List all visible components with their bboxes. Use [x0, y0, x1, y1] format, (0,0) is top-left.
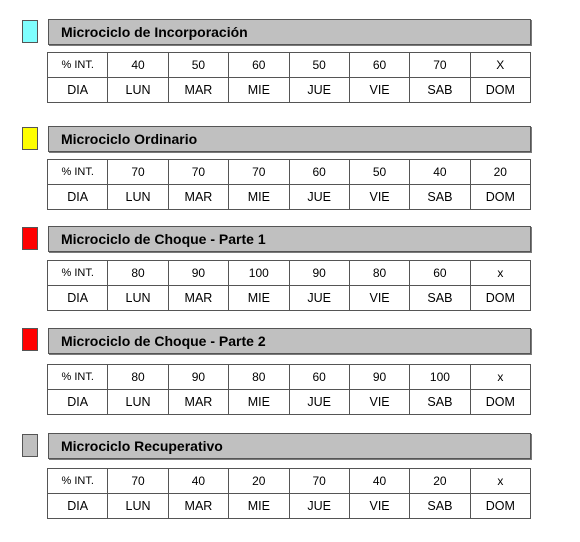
day-cell: DOM — [470, 78, 530, 103]
intensity-value: 80 — [349, 261, 409, 286]
intensity-value: 70 — [410, 53, 470, 78]
day-cell: MIE — [229, 390, 289, 415]
day-cell: VIE — [349, 286, 409, 311]
intensity-value: 20 — [410, 469, 470, 494]
section-title: Microciclo Recuperativo — [48, 433, 531, 459]
day-cell: MIE — [229, 78, 289, 103]
section-title: Microciclo de Incorporación — [48, 19, 531, 45]
day-cell: MAR — [168, 494, 228, 519]
intensity-value: 70 — [168, 160, 228, 185]
day-cell: MAR — [168, 78, 228, 103]
intensity-value: X — [470, 53, 530, 78]
color-swatch — [22, 434, 38, 457]
color-swatch — [22, 227, 38, 250]
intensity-label: % INT. — [48, 261, 108, 286]
intensity-value: 80 — [108, 365, 168, 390]
intensity-value: 20 — [470, 160, 530, 185]
intensity-value: 60 — [229, 53, 289, 78]
day-row — [48, 78, 531, 103]
day-row — [48, 286, 531, 311]
day-cell: MIE — [229, 185, 289, 210]
day-cell: LUN — [108, 286, 168, 311]
intensity-value: 70 — [108, 469, 168, 494]
day-cell: SAB — [410, 185, 470, 210]
intensity-value: 50 — [168, 53, 228, 78]
day-row — [48, 185, 531, 210]
intensity-value: x — [470, 261, 530, 286]
intensity-value: 90 — [168, 365, 228, 390]
color-swatch — [22, 328, 38, 351]
intensity-row — [48, 261, 531, 286]
intensity-value: 60 — [410, 261, 470, 286]
day-cell: MAR — [168, 185, 228, 210]
intensity-value: 60 — [289, 365, 349, 390]
intensity-value: 100 — [410, 365, 470, 390]
day-label: DIA — [48, 78, 108, 103]
day-cell: MIE — [229, 286, 289, 311]
intensity-value: 80 — [229, 365, 289, 390]
day-cell: DOM — [470, 185, 530, 210]
intensity-value: 40 — [108, 53, 168, 78]
intensity-label: % INT. — [48, 469, 108, 494]
day-label: DIA — [48, 494, 108, 519]
day-cell: DOM — [470, 390, 530, 415]
day-cell: LUN — [108, 78, 168, 103]
day-cell: VIE — [349, 185, 409, 210]
intensity-table — [47, 260, 531, 311]
day-cell: MIE — [229, 494, 289, 519]
intensity-value: 50 — [349, 160, 409, 185]
intensity-value: 40 — [349, 469, 409, 494]
day-cell: JUE — [289, 390, 349, 415]
day-cell: JUE — [289, 494, 349, 519]
intensity-table — [47, 468, 531, 519]
day-cell: SAB — [410, 494, 470, 519]
day-cell: MAR — [168, 286, 228, 311]
section-title: Microciclo Ordinario — [48, 126, 531, 152]
intensity-value: x — [470, 365, 530, 390]
intensity-row — [48, 53, 531, 78]
intensity-value: 100 — [229, 261, 289, 286]
day-cell: LUN — [108, 185, 168, 210]
day-row — [48, 494, 531, 519]
intensity-value: 50 — [289, 53, 349, 78]
day-cell: DOM — [470, 494, 530, 519]
day-cell: SAB — [410, 390, 470, 415]
day-row — [48, 390, 531, 415]
day-cell: DOM — [470, 286, 530, 311]
day-cell: VIE — [349, 390, 409, 415]
intensity-value: 60 — [349, 53, 409, 78]
section-title: Microciclo de Choque - Parte 2 — [48, 328, 531, 354]
intensity-value: 90 — [289, 261, 349, 286]
intensity-row — [48, 160, 531, 185]
day-cell: LUN — [108, 390, 168, 415]
intensity-value: 60 — [289, 160, 349, 185]
intensity-row — [48, 469, 531, 494]
intensity-value: 70 — [229, 160, 289, 185]
intensity-value: 70 — [108, 160, 168, 185]
day-label: DIA — [48, 185, 108, 210]
day-cell: JUE — [289, 286, 349, 311]
intensity-value: 90 — [168, 261, 228, 286]
intensity-value: 40 — [168, 469, 228, 494]
intensity-table — [47, 52, 531, 103]
intensity-value: x — [470, 469, 530, 494]
intensity-value: 90 — [349, 365, 409, 390]
day-cell: MAR — [168, 390, 228, 415]
intensity-value: 20 — [229, 469, 289, 494]
intensity-value: 70 — [289, 469, 349, 494]
section-title: Microciclo de Choque - Parte 1 — [48, 226, 531, 252]
day-cell: VIE — [349, 494, 409, 519]
color-swatch — [22, 20, 38, 43]
day-cell: JUE — [289, 185, 349, 210]
day-label: DIA — [48, 390, 108, 415]
day-label: DIA — [48, 286, 108, 311]
day-cell: LUN — [108, 494, 168, 519]
intensity-table — [47, 159, 531, 210]
day-cell: SAB — [410, 286, 470, 311]
color-swatch — [22, 127, 38, 150]
intensity-label: % INT. — [48, 365, 108, 390]
day-cell: VIE — [349, 78, 409, 103]
intensity-label: % INT. — [48, 160, 108, 185]
intensity-label: % INT. — [48, 53, 108, 78]
intensity-value: 80 — [108, 261, 168, 286]
day-cell: JUE — [289, 78, 349, 103]
intensity-value: 40 — [410, 160, 470, 185]
intensity-row — [48, 365, 531, 390]
intensity-table — [47, 364, 531, 415]
day-cell: SAB — [410, 78, 470, 103]
